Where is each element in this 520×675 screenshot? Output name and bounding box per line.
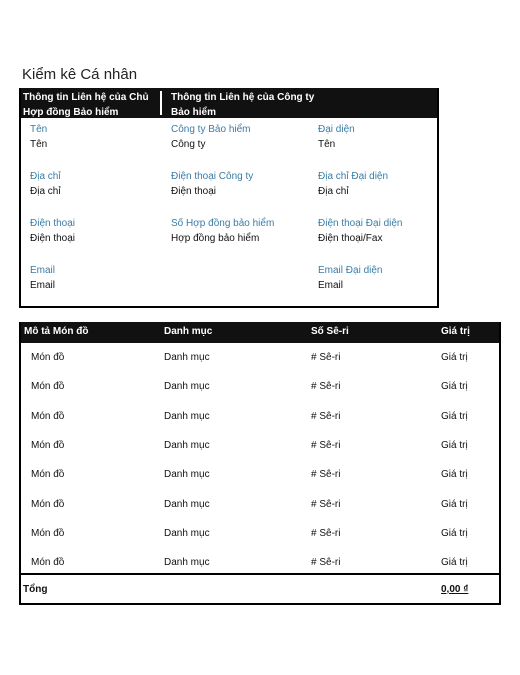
agent-email-field[interactable] — [318, 263, 382, 293]
column-header-category: Danh mục — [164, 326, 213, 337]
page-title: Kiểm kê Cá nhân — [22, 66, 138, 83]
policyholder-phone-field[interactable] — [30, 216, 75, 246]
category-cell[interactable]: Danh mục — [164, 440, 210, 451]
field-label: Địa chỉ Đại diện — [318, 171, 389, 182]
table-header — [21, 322, 499, 343]
serial-cell[interactable]: # Sê-ri — [311, 528, 341, 539]
field-value: Tên — [318, 139, 336, 150]
value-cell[interactable]: Giá trị — [441, 499, 468, 510]
field-value: Email — [30, 280, 56, 291]
serial-cell[interactable]: # Sê-ri — [311, 557, 341, 568]
field-value: Tên — [30, 139, 48, 150]
field-label: Email Đại diện — [318, 265, 383, 276]
serial-cell[interactable]: # Sê-ri — [311, 469, 341, 480]
agent-name-field[interactable] — [318, 122, 355, 152]
category-cell[interactable]: Danh mục — [164, 411, 210, 422]
category-cell[interactable]: Danh mục — [164, 557, 210, 568]
total-label: Tổng — [23, 584, 48, 595]
total-divider — [21, 573, 499, 575]
policyholder-name-field[interactable] — [30, 122, 47, 152]
policyholder-address-field[interactable] — [30, 169, 61, 199]
field-value: Địa chỉ — [30, 186, 61, 197]
field-value: Địa chỉ — [318, 186, 349, 197]
column-header-description: Mô tả Món đồ — [24, 326, 89, 337]
field-value: Email — [318, 280, 344, 291]
contact-info-section — [19, 88, 439, 308]
value-cell[interactable]: Giá trị — [441, 528, 468, 539]
item-description-cell[interactable]: Món đồ — [31, 440, 65, 451]
contact-header — [21, 88, 437, 118]
field-label: Điện thoại — [30, 218, 76, 229]
agent-phone-field[interactable] — [318, 216, 403, 246]
item-description-cell[interactable]: Món đồ — [31, 469, 65, 480]
category-cell[interactable]: Danh mục — [164, 499, 210, 510]
value-cell[interactable]: Giá trị — [441, 440, 468, 451]
field-value: Hợp đồng bảo hiểm — [171, 233, 260, 244]
field-label: Tên — [30, 124, 48, 135]
item-description-cell[interactable]: Món đồ — [31, 381, 65, 392]
column-header-value: Giá trị — [441, 326, 470, 337]
policyholder-contact-heading: Thông tin Liên hệ của Chủ Hợp đồng Bảo hiểm — [23, 92, 149, 118]
field-label: Điện thoại Đại diện — [318, 218, 403, 229]
item-description-cell[interactable]: Món đồ — [31, 528, 65, 539]
field-label: Địa chỉ — [30, 171, 61, 182]
serial-cell[interactable]: # Sê-ri — [311, 352, 341, 363]
serial-cell[interactable]: # Sê-ri — [311, 440, 341, 451]
field-label: Đại diện — [318, 124, 355, 135]
column-header-serial: Số Sê-ri — [311, 326, 349, 337]
field-label: Số Hợp đồng bảo hiểm — [171, 218, 275, 229]
category-cell[interactable]: Danh mục — [164, 528, 210, 539]
field-value: Điện thoại/Fax — [318, 233, 383, 244]
serial-cell[interactable]: # Sê-ri — [311, 411, 341, 422]
field-label: Email — [30, 265, 56, 276]
value-cell[interactable]: Giá trị — [441, 557, 468, 568]
field-value: Điện thoại — [171, 186, 217, 197]
header-divider — [160, 91, 162, 115]
insurer-contact-heading: Thông tin Liên hệ của Công ty Bảo hiểm — [171, 92, 315, 118]
category-cell[interactable]: Danh mục — [164, 381, 210, 392]
serial-cell[interactable]: # Sê-ri — [311, 381, 341, 392]
value-cell[interactable]: Giá trị — [441, 411, 468, 422]
item-description-cell[interactable]: Món đồ — [31, 352, 65, 363]
category-cell[interactable]: Danh mục — [164, 469, 210, 480]
policy-number-field[interactable] — [171, 216, 274, 246]
value-cell[interactable]: Giá trị — [441, 469, 468, 480]
item-description-cell[interactable]: Món đồ — [31, 411, 65, 422]
total-value: 0,00 ₫ — [441, 584, 469, 595]
field-value: Điện thoại — [30, 233, 76, 244]
serial-cell[interactable]: # Sê-ri — [311, 499, 341, 510]
value-cell[interactable]: Giá trị — [441, 381, 468, 392]
item-description-cell[interactable]: Món đồ — [31, 499, 65, 510]
agent-address-field[interactable] — [318, 169, 388, 199]
field-label: Điện thoại Công ty — [171, 171, 254, 182]
category-cell[interactable]: Danh mục — [164, 352, 210, 363]
insurance-company-field[interactable] — [171, 122, 251, 152]
value-cell[interactable]: Giá trị — [441, 352, 468, 363]
field-label: Công ty Bảo hiểm — [171, 124, 251, 135]
policyholder-email-field[interactable] — [30, 263, 55, 293]
item-description-cell[interactable]: Món đồ — [31, 557, 65, 568]
inventory-table — [19, 322, 501, 605]
company-phone-field[interactable] — [171, 169, 253, 199]
field-value: Công ty — [171, 139, 206, 150]
